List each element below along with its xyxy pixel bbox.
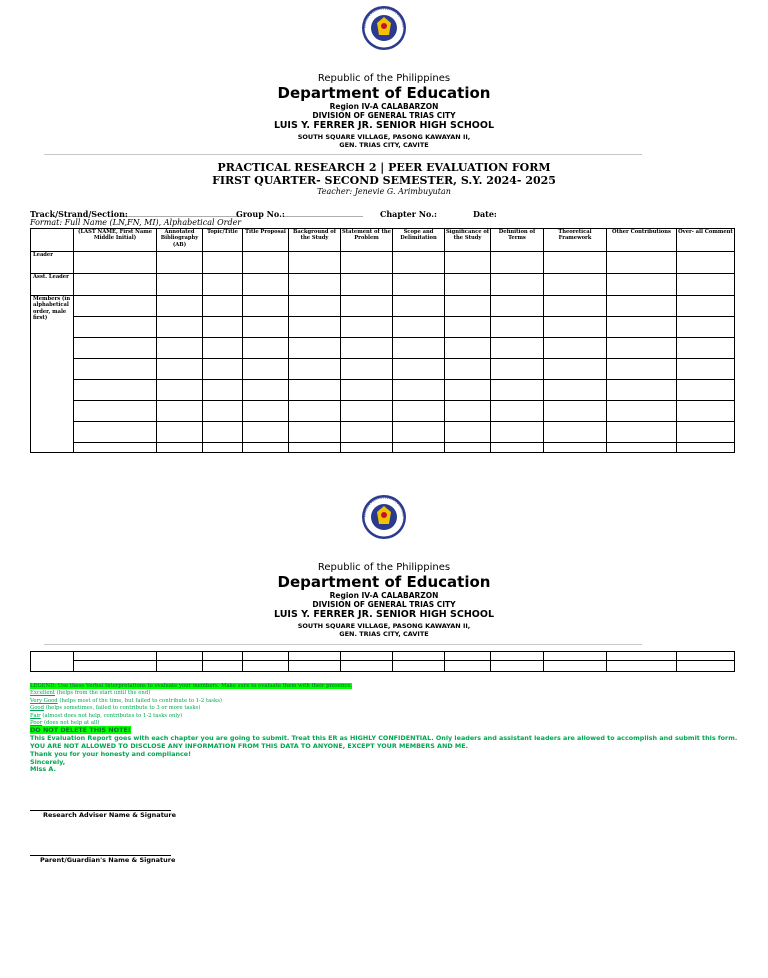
row-label-leader: Leader <box>31 252 74 274</box>
address-line-2: GEN. TRIAS CITY, CAVITE <box>339 141 429 149</box>
format-note: Format: Full Name (LN,FN, MI), Alphabetical Order <box>30 218 242 227</box>
row-label-asst-leader: Asst. Leader <box>31 274 74 296</box>
legend-item-fair: Fair (almost does not help, contributes to 1-2 tasks only) <box>30 712 183 719</box>
form-title-2: FIRST QUARTER- SECOND SEMESTER, S.Y. 2024- 2025 <box>212 174 556 187</box>
legend-item-good: Good (helps sometimes, failed to contribute to 3 or more tasks) <box>30 705 201 712</box>
header-divider <box>44 154 642 155</box>
col-header-role <box>31 229 74 252</box>
table-row <box>31 274 735 296</box>
thank-you-note: Thank you for your honesty and compliance! <box>30 749 192 758</box>
table-row <box>31 338 735 359</box>
col-header-definition: Definition of Terms <box>491 229 544 252</box>
address-line-1-2: SOUTH SQUARE VILLAGE, PASONG KAWAYAN II, <box>297 622 471 630</box>
department-title: Department of Education <box>277 84 491 102</box>
chapter-label: Chapter No.: <box>380 209 437 219</box>
region-label-2: Region IV-A CALABARZON <box>329 591 439 600</box>
confidential-note: This Evaluation Report goes with each chapter you are going to submit. Treat this ER as HIGHLY CONFIDENTIAL. Only leaders and assistant leaders are allowed to accomplish and submit this form. YOU ARE NOT ALLOWED TO DISCLOSE ANY INFORMATION FROM THIS DATA TO ANYONE, EXCEPT YOUR MEMBERS AND ME. <box>30 734 738 751</box>
closing-note: Sincerely, <box>30 757 66 766</box>
header-divider-2 <box>44 644 642 645</box>
col-header-framework: Theoretical Framework <box>544 229 607 252</box>
legend-item-excellent: Excellent (helps from the start until the end) <box>30 690 151 697</box>
group-blank[interactable]: ____________________ <box>283 208 363 217</box>
department-title-2: Department of Education <box>277 573 491 591</box>
deped-seal-bottom <box>361 494 407 540</box>
col-header-ab: Annotated Bibliography (AB) <box>157 229 203 252</box>
legend-block <box>30 683 740 774</box>
address-line-1: SOUTH SQUARE VILLAGE, PASONG KAWAYAN II, <box>297 133 471 141</box>
track-label: Track/Strand/Section: <box>30 209 128 219</box>
peer-evaluation-table-continued <box>30 651 735 672</box>
deped-seal-top <box>361 5 407 51</box>
table-row <box>31 296 735 317</box>
table-row <box>31 380 735 401</box>
peer-evaluation-table <box>30 228 735 453</box>
division-label-2: DIVISION OF GENERAL TRIAS CITY <box>312 600 456 609</box>
table-row <box>31 359 735 380</box>
table-row <box>31 652 735 661</box>
warning-note: DO NOT DELETE THIS NOTE! <box>30 726 131 735</box>
row-label-members: Members (in alphabetical order, male first) <box>31 296 74 453</box>
division-label: DIVISION OF GENERAL TRIAS CITY <box>312 111 456 120</box>
table-row <box>31 317 735 338</box>
table-row <box>31 422 735 443</box>
col-header-other: Other Contributions <box>607 229 677 252</box>
table-row <box>31 661 735 672</box>
legend-item-very-good: Very Good (helps most of the time, but failed to contribute to 1-2 tasks) <box>30 697 222 704</box>
school-name: LUIS Y. FERRER JR. SENIOR HIGH SCHOOL <box>273 120 495 131</box>
col-header-name: (LAST NAME, First Name Middle Initial) <box>74 229 157 252</box>
track-blank[interactable]: ______________________________ <box>119 208 239 217</box>
col-header-background: Background of the Study <box>289 229 341 252</box>
republic-label-2: Republic of the Philippines <box>317 562 451 573</box>
signoff-note: Miss A. <box>30 765 56 774</box>
date-label: Date: <box>473 209 497 219</box>
address-line-2-2: GEN. TRIAS CITY, CAVITE <box>339 630 429 638</box>
region-label: Region IV-A CALABARZON <box>329 102 439 111</box>
col-header-significance: Significance of the Study <box>445 229 491 252</box>
republic-label: Republic of the Philippines <box>317 73 451 84</box>
col-header-title-proposal: Title Proposal <box>243 229 289 252</box>
school-name-2: LUIS Y. FERRER JR. SENIOR HIGH SCHOOL <box>273 609 495 620</box>
col-header-comment: Over- all Comment <box>677 229 735 252</box>
legend-item-poor: Poor (does not help at all) <box>30 720 100 727</box>
col-header-topic: Topic/Title <box>203 229 243 252</box>
parent-signature-label: Parent/Guardian's Name & Signature <box>40 856 176 864</box>
table-row <box>31 443 735 453</box>
table-row <box>31 401 735 422</box>
col-header-scope: Scope and Delimitation <box>393 229 445 252</box>
adviser-signature-label: Research Adviser Name & Signature <box>43 811 177 819</box>
col-header-sop: Statement of the Problem <box>341 229 393 252</box>
form-title-1: PRACTICAL RESEARCH 2 | PEER EVALUATION FORM <box>217 161 551 174</box>
group-label: Group No.: <box>236 209 285 219</box>
legend-intro: LEGEND: Use these Verbal Interpretations to evaluate your members. Make sure to evaluate them with their presence. <box>30 683 353 689</box>
teacher-name: Teacher: Jenevie G. Arimbuyutan <box>317 187 451 196</box>
table-row <box>31 252 735 274</box>
table-header-row <box>31 229 735 252</box>
